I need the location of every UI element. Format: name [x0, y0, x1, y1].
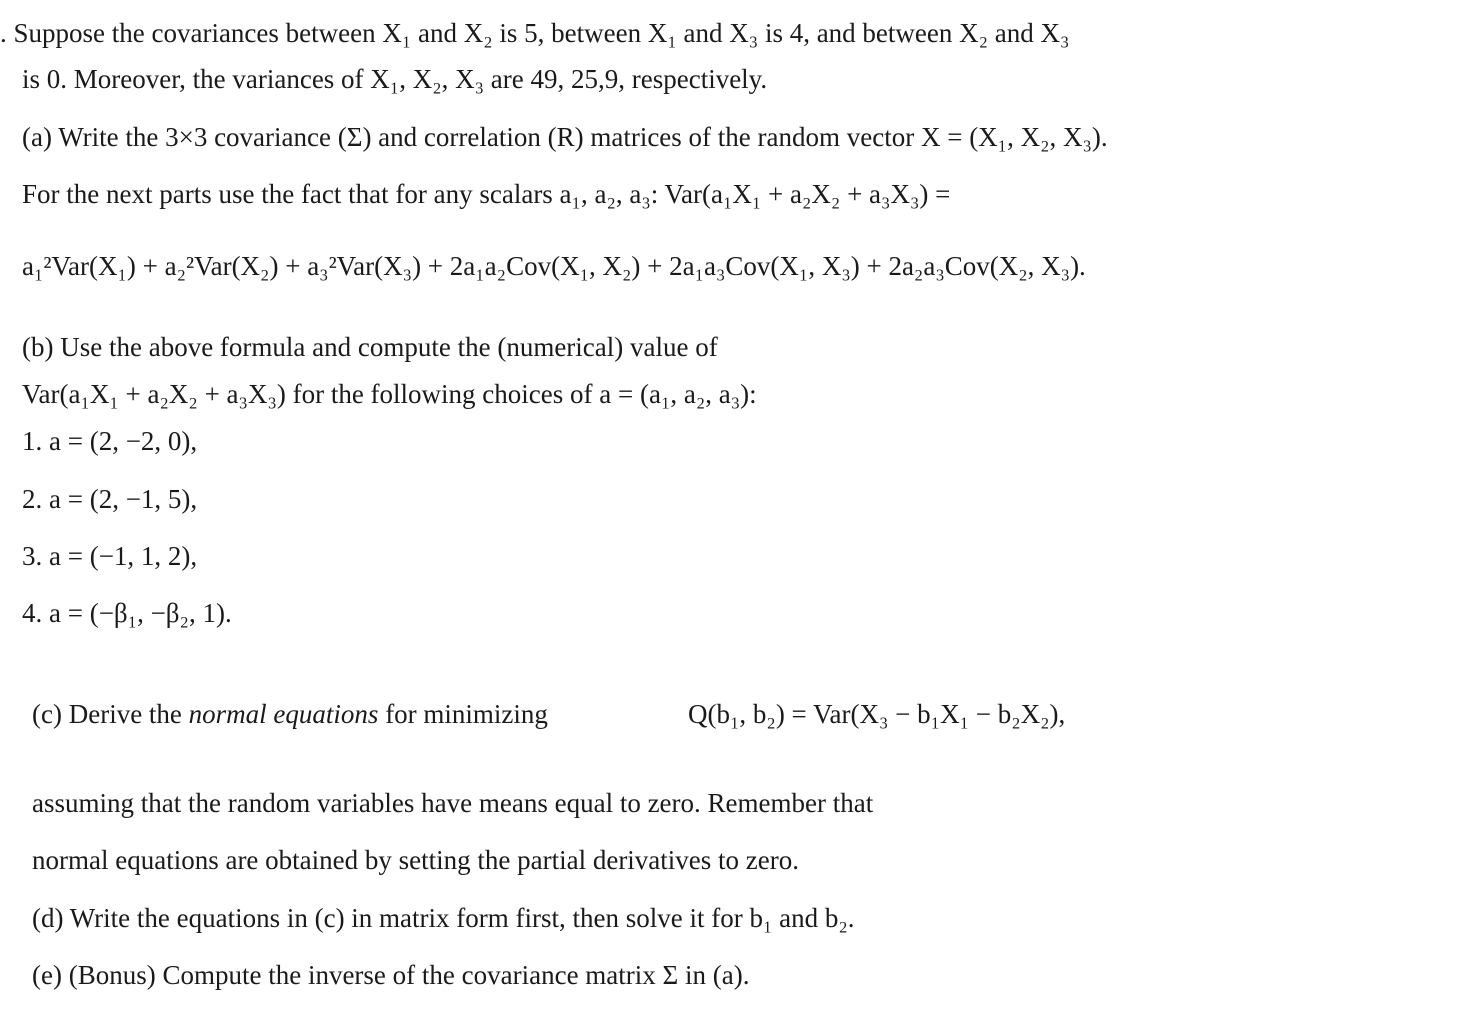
part-b-line-2: Var(a₁X₁ + a₂X₂ + a₃X₃) for the following choices of a = (a₁, a₂, a₃):	[22, 379, 757, 409]
variance-formula: a₁²Var(X₁) + a₂²Var(X₂) + a₃²Var(X₃) + 2a₁a₂Cov(X₁, X₂) + 2a₁a₃Cov(X₁, X₃) + 2a₂a₃Cov(X₂, X₃).	[22, 251, 1086, 281]
intro-line-1: . Suppose the covariances between X₁ and X₂ is 5, between X₁ and X₃ is 4, and between X₂ and X₃	[0, 18, 1070, 48]
part-c-suffix: for minimizing	[385, 699, 548, 729]
part-c-formula: Q(b₁, b₂) = Var(X₃ − b₁X₁ − b₂X₂),	[688, 699, 1066, 729]
intro-line-2: is 0. Moreover, the variances of X₁, X₂, X₃ are 49, 25,9, respectively.	[22, 64, 768, 94]
choice-4: 4. a = (−β₁, −β₂, 1).	[22, 598, 232, 628]
part-a: (a) Write the 3×3 covariance (Σ) and correlation (R) matrices of the random vector X = (X₁, X₂, X₃).	[22, 122, 1108, 152]
part-c-line-2: assuming that the random variables have means equal to zero. Remember that	[32, 788, 874, 818]
part-c-prefix: (c) Derive the	[32, 699, 182, 729]
choice-2: 2. a = (2, −1, 5),	[22, 484, 198, 514]
fact-line: For the next parts use the fact that for any scalars a₁, a₂, a₃: Var(a₁X₁ + a₂X₂ + a₃X₃) =	[22, 179, 951, 209]
part-d: (d) Write the equations in (c) in matrix form first, then solve it for b₁ and b₂.	[32, 903, 855, 933]
part-c-line-1	[32, 697, 548, 731]
part-b-line-1: (b) Use the above formula and compute the (numerical) value of	[22, 332, 718, 362]
part-c-line-3: normal equations are obtained by setting the partial derivatives to zero.	[32, 845, 799, 875]
part-e: (e) (Bonus) Compute the inverse of the covariance matrix Σ in (a).	[32, 960, 750, 990]
choice-3: 3. a = (−1, 1, 2),	[22, 541, 198, 571]
choice-1: 1. a = (2, −2, 0),	[22, 426, 198, 456]
part-c-emphasis: normal equations	[188, 699, 379, 729]
